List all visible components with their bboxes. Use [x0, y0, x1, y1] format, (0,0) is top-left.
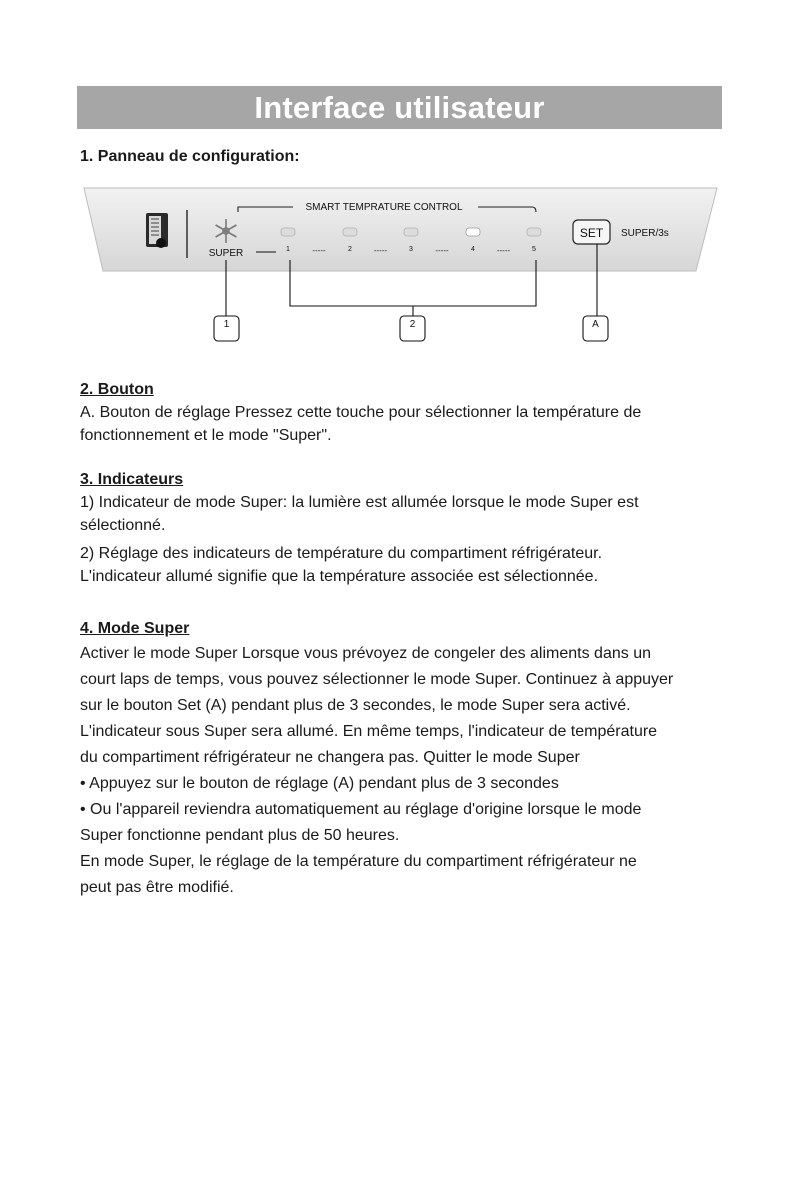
level-number: 2: [348, 246, 352, 253]
thermometer-icon: [146, 213, 168, 248]
section3-line: sélectionné.: [80, 517, 166, 534]
callout-2-label: 2: [409, 319, 416, 330]
level-indicator-light: [281, 228, 295, 236]
level-indicator-light: [466, 228, 480, 236]
set-button-label: SET: [579, 226, 604, 240]
section3-item2: [80, 542, 730, 588]
section4-line: peut pas être modifié.: [80, 879, 234, 896]
section4-line: sur le bouton Set (A) pendant plus de 3 secondes, le mode Super sera activé.: [80, 697, 631, 714]
section4-line: En mode Super, le réglage de la température du compartiment réfrigérateur ne: [80, 853, 637, 870]
section4-heading: 4. Mode Super: [80, 620, 190, 637]
callout-a-label: A: [592, 319, 599, 330]
section3-heading: 3. Indicateurs: [80, 471, 184, 488]
section4-bullet: • Ou l'appareil reviendra automatiquement au réglage d'origine lorsque le mode: [80, 801, 642, 818]
section3-item1: [80, 491, 730, 537]
control-panel-diagram: [0, 180, 794, 350]
section4-line: du compartiment réfrigérateur ne changera pas. Quitter le mode Super: [80, 749, 580, 766]
section3-line: 2) Réglage des indicateurs de température du compartiment réfrigérateur.: [80, 545, 603, 562]
level-number: 3: [409, 246, 413, 253]
level-indicator-light: [527, 228, 541, 236]
super-label: SUPER: [208, 248, 244, 259]
section2-line: fonctionnement et le mode "Super".: [80, 427, 332, 444]
section2-heading: 2. Bouton: [80, 381, 154, 398]
section4-line: court laps de temps, vous pouvez sélectionner le mode Super. Continuez à appuyer: [80, 671, 674, 688]
section4-line: Super fonctionne pendant plus de 50 heures.: [80, 827, 400, 844]
level-number: 4: [471, 246, 475, 253]
level-indicator-light: [404, 228, 418, 236]
section4-body: [80, 641, 730, 901]
level-number: 1: [286, 246, 290, 253]
section3-line: L'indicateur allumé signifie que la température associée est sélectionnée.: [80, 568, 599, 585]
page-title: Interface utilisateur: [254, 89, 545, 125]
section4-line: L'indicateur sous Super sera allumé. En même temps, l'indicateur de température: [80, 723, 658, 740]
section4-bullet: • Appuyez sur le bouton de réglage (A) pendant plus de 3 secondes: [80, 775, 559, 792]
level-dash-separator: -----: [312, 246, 326, 255]
level-dash-separator: -----: [435, 246, 449, 255]
callout-1-label: 1: [223, 319, 230, 330]
level-dash-separator: -----: [373, 246, 388, 255]
smart-control-label: SMART TEMPRATURE CONTROL: [305, 202, 463, 213]
section4-line: Activer le mode Super Lorsque vous prévoyez de congeler des aliments dans un: [80, 645, 651, 662]
level-dash-separator: -----: [496, 246, 511, 255]
level-number: 5: [532, 246, 536, 253]
section2-line: A. Bouton de réglage Pressez cette touche pour sélectionner la température de: [80, 404, 642, 421]
section1-heading: 1. Panneau de configuration:: [80, 148, 300, 165]
title-bar: [77, 86, 722, 129]
super-hint-label: SUPER/3s: [621, 228, 669, 239]
section3-line: 1) Indicateur de mode Super: la lumière est allumée lorsque le mode Super est: [80, 494, 639, 511]
section2-body: [80, 401, 730, 447]
level-indicator-light: [343, 228, 357, 236]
